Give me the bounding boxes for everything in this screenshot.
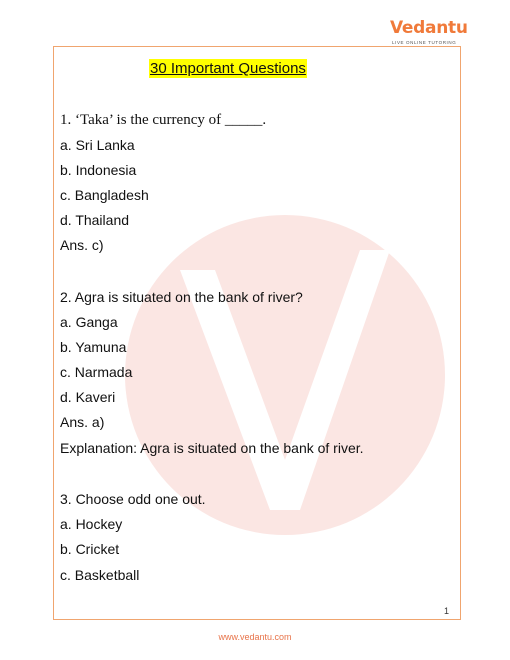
option-1b: b. Indonesia (60, 162, 137, 178)
question-2: 2. Agra is situated on the bank of river? (60, 289, 303, 305)
option-1c: c. Bangladesh (60, 187, 149, 203)
logo-tagline: LIVE ONLINE TUTORING (392, 40, 457, 45)
page-title: 30 Important Questions (150, 60, 306, 77)
option-2c: c. Narmada (60, 364, 133, 380)
explanation-2: Explanation: Agra is situated on the bank of river. (60, 440, 364, 456)
option-1d: d. Thailand (60, 212, 130, 228)
page-number: 1 (444, 606, 450, 616)
option-3c: c. Basketball (60, 567, 140, 583)
answer-2: Ans. a) (60, 414, 105, 430)
option-1a: a. Sri Lanka (60, 137, 135, 153)
footer-link[interactable]: www.vedantu.com (218, 632, 292, 642)
question-1: 1. ‘Taka’ is the currency of _____. (60, 112, 267, 128)
option-3b: b. Cricket (60, 541, 120, 557)
option-2a: a. Ganga (60, 314, 118, 330)
option-3a: a. Hockey (60, 516, 123, 532)
option-2b: b. Yamuna (60, 339, 127, 355)
question-3: 3. Choose odd one out. (60, 491, 206, 507)
answer-1: Ans. c) (60, 237, 104, 253)
logo-wordmark: Vedantu (390, 18, 468, 38)
option-2d: d. Kaveri (60, 389, 116, 405)
